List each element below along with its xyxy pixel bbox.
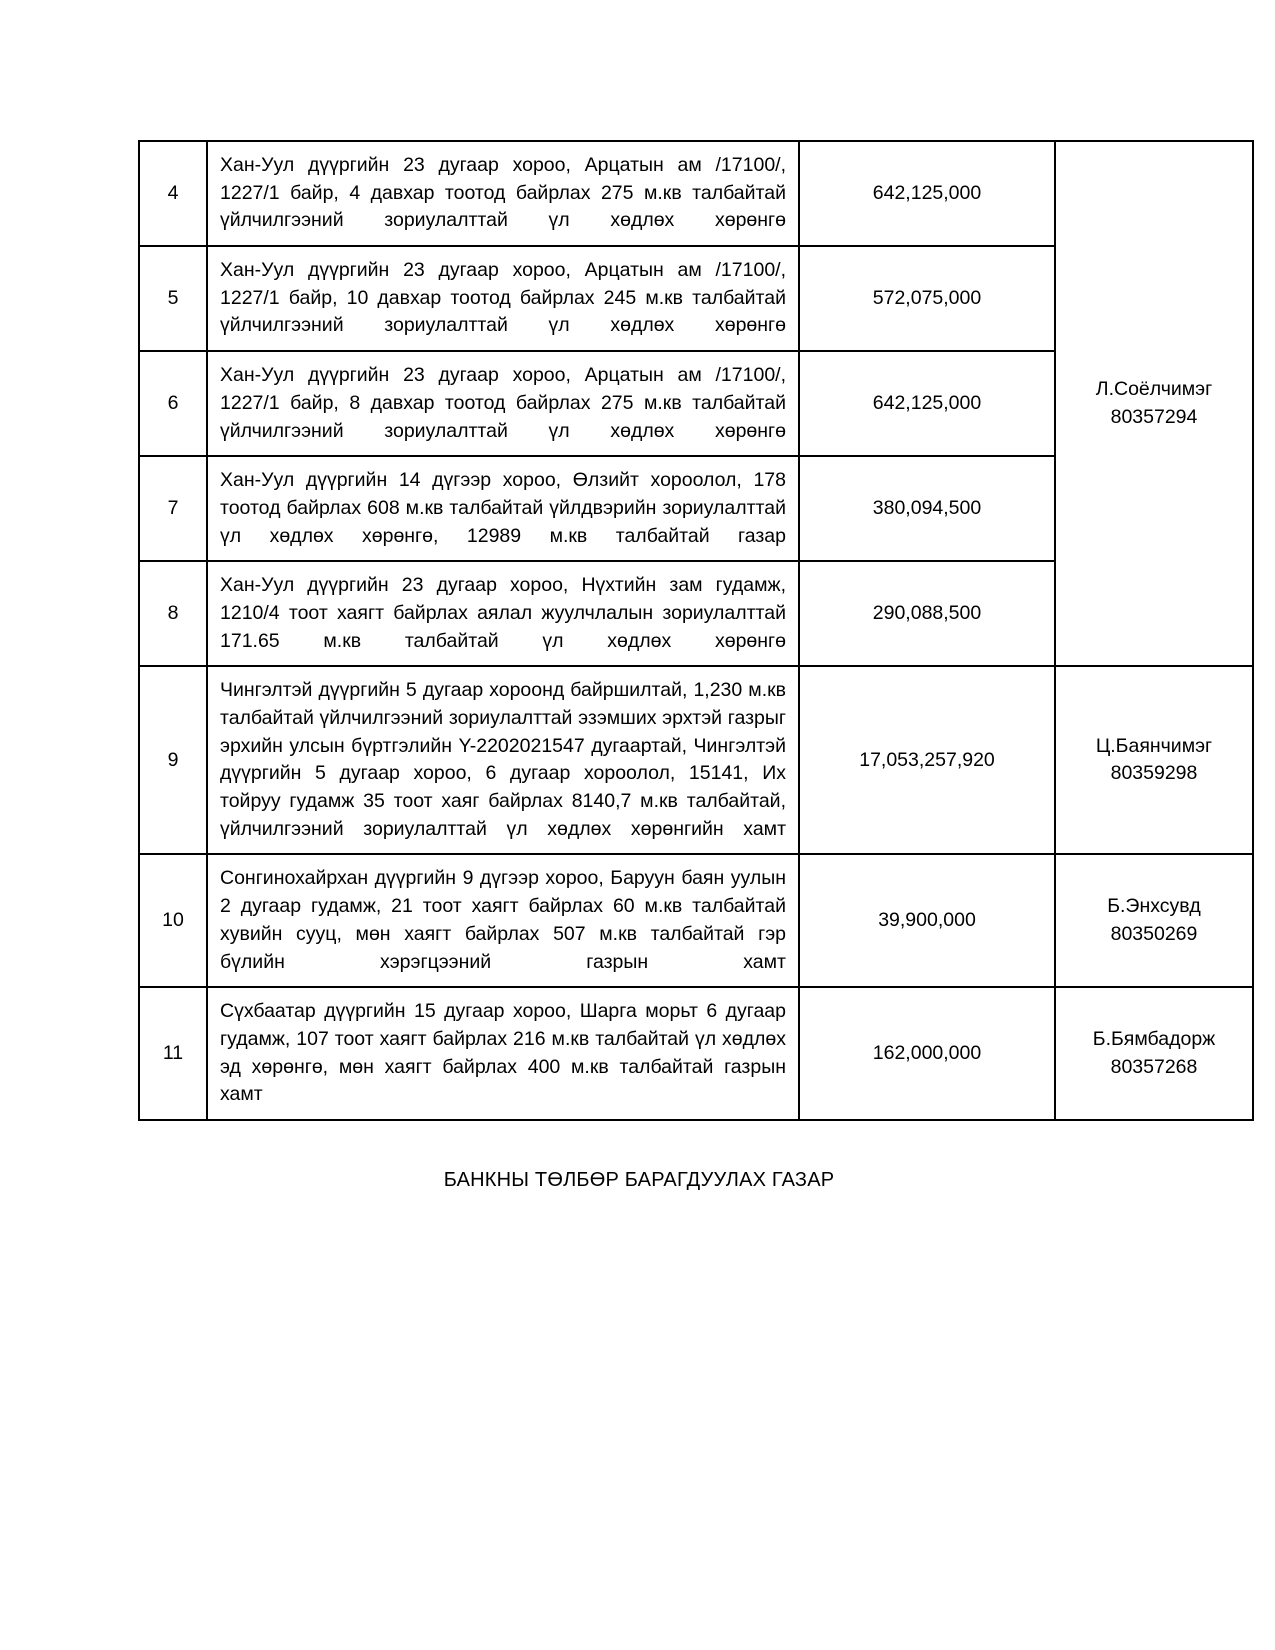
row-amount: 290,088,500 bbox=[799, 561, 1055, 666]
row-number: 8 bbox=[139, 561, 207, 666]
contact-phone: 80357268 bbox=[1110, 1055, 1198, 1078]
row-number: 9 bbox=[139, 666, 207, 854]
contact-phone: 80357294 bbox=[1110, 405, 1198, 428]
row-amount: 162,000,000 bbox=[799, 987, 1055, 1120]
row-amount: 642,125,000 bbox=[799, 141, 1055, 246]
row-contact bbox=[1055, 666, 1253, 854]
row-amount: 572,075,000 bbox=[799, 246, 1055, 351]
row-amount: 380,094,500 bbox=[799, 456, 1055, 561]
table-row bbox=[139, 666, 1253, 854]
row-number: 4 bbox=[139, 141, 207, 246]
contact-name: Б.Энхсувд bbox=[1107, 895, 1201, 918]
row-description: Сонгинохайрхан дүүргийн 9 дүгээр хороо, Баруун баян уулын 2 дугаар гудамж, 21 тоот хаягт байрлах 60 м.кв талбайтай хувийн сууц, мөн хаягт байрлах 507 м.кв талбайтай гэр бүлийн хэрэгцээний газрын хамт bbox=[207, 854, 799, 987]
row-description: Хан-Уул дүүргийн 23 дугаар хороо, Арцатын ам /17100/, 1227/1 байр, 4 давхар тоотод байрлах 275 м.кв талбайтай үйлчилгээний зориулалттай үл хөдлөх хөрөнгө bbox=[207, 141, 799, 246]
row-amount: 17,053,257,920 bbox=[799, 666, 1055, 854]
row-contact bbox=[1055, 987, 1253, 1120]
contact-name: Б.Бямбадорж bbox=[1092, 1027, 1216, 1050]
table-row bbox=[139, 854, 1253, 987]
row-description: Хан-Уул дүүргийн 23 дугаар хороо, Арцатын ам /17100/, 1227/1 байр, 8 давхар тоотод байрлах 275 м.кв талбайтай үйлчилгээний зориулалттай үл хөдлөх хөрөнгө bbox=[207, 351, 799, 456]
row-number: 11 bbox=[139, 987, 207, 1120]
footer-note: БАНКНЫ ТӨЛБӨР БАРАГДУУЛАХ ГАЗАР bbox=[443, 1168, 835, 1191]
table-row bbox=[139, 141, 1253, 246]
row-contact bbox=[1055, 141, 1253, 666]
asset-table bbox=[138, 140, 1254, 1121]
row-contact bbox=[1055, 854, 1253, 987]
row-description: Сүхбаатар дүүргийн 15 дугаар хороо, Шарга морьт 6 дугаар гудамж, 107 тоот хаягт байрлах 216 м.кв талбайтай үл хөдлөх эд хөрөнгө, мөн хаягт байрлах 400 м.кв талбайтай газрын хамт bbox=[207, 987, 799, 1120]
contact-phone: 80350269 bbox=[1110, 922, 1198, 945]
contact-name: Л.Соёлчимэг bbox=[1095, 377, 1213, 400]
table-row bbox=[139, 987, 1253, 1120]
row-number: 5 bbox=[139, 246, 207, 351]
asset-table-body bbox=[139, 141, 1253, 1120]
row-number: 6 bbox=[139, 351, 207, 456]
row-description: Хан-Уул дүүргийн 23 дугаар хороо, Арцатын ам /17100/, 1227/1 байр, 10 давхар тоотод байрлах 245 м.кв талбайтай үйлчилгээний зориулалттай үл хөдлөх хөрөнгө bbox=[207, 246, 799, 351]
contact-phone: 80359298 bbox=[1110, 762, 1198, 785]
row-amount: 642,125,000 bbox=[799, 351, 1055, 456]
contact-name: Ц.Баянчимэг bbox=[1095, 734, 1213, 757]
row-number: 7 bbox=[139, 456, 207, 561]
row-description: Хан-Уул дүүргийн 23 дугаар хороо, Нүхтийн зам гудамж, 1210/4 тоот хаягт байрлах аялал жуулчлалын зориулалттай 171.65 м.кв талбайтай үл хөдлөх хөрөнгө bbox=[207, 561, 799, 666]
row-number: 10 bbox=[139, 854, 207, 987]
row-description: Чингэлтэй дүүргийн 5 дугаар хороонд байршилтай, 1,230 м.кв талбайтай үйлчилгээний зориулалттай эзэмших эрхтэй газрыг эрхийн улсын бүртгэлийн Y-2202021547 дугаартай, Чингэлтэй дүүргийн 5 дугаар хороо, 6 дугаар хороолол, 15141, Их тойруу гудамж 35 тоот хаяг байрлах 8140,7 м.кв талбайтай, үйлчилгээний зориулалттай үл хөдлөх хөрөнгийн хамт bbox=[207, 666, 799, 854]
row-description: Хан-Уул дүүргийн 14 дүгээр хороо, Өлзийт хороолол, 178 тоотод байрлах 608 м.кв талбайтай үйлдвэрийн зориулалттай үл хөдлөх хөрөнгө, 12989 м.кв талбайтай газар bbox=[207, 456, 799, 561]
row-amount: 39,900,000 bbox=[799, 854, 1055, 987]
